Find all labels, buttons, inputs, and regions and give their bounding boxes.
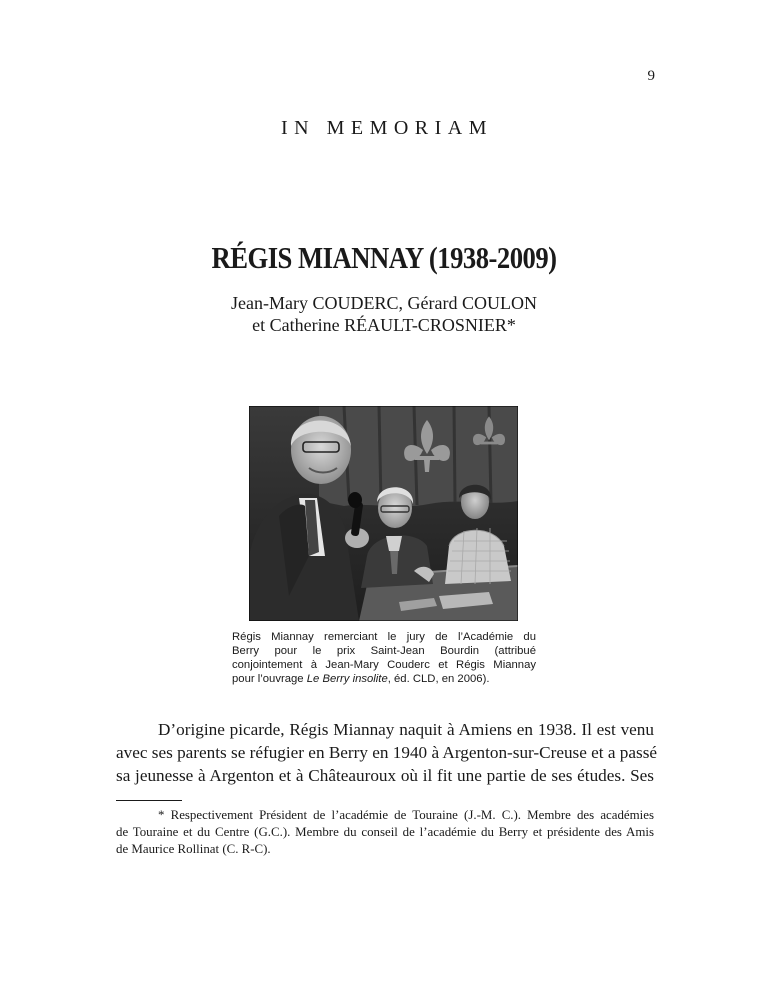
caption-line-4-before: pour l’ouvrage [232, 673, 307, 685]
body-line-1: D’origine picarde, Régis Miannay naquit à Amiens en 1938. Il est venu [158, 720, 654, 739]
caption-book-title: Le Berry insolite [306, 673, 388, 685]
photo-regis-miannay [249, 406, 518, 621]
footnote [116, 807, 654, 858]
page-number: 9 [647, 68, 655, 84]
body-paragraph [116, 718, 658, 787]
footnote-line-3: de Maurice Rollinat (C. R-C). [116, 842, 271, 856]
footnote-divider [116, 800, 182, 801]
photo-caption [232, 630, 536, 686]
photo-illustration [249, 406, 518, 621]
footnote-line-1: * Respectivement Président de l’académie de Touraine (J.-M. C.). Membre des académies [158, 808, 654, 822]
authors-line-2: et Catherine RÉAULT-CROSNIER* [252, 315, 516, 335]
authors-line-1: Jean-Mary COUDERC, Gérard COULON [231, 293, 537, 313]
caption-line-4-after: , éd. CLD, en 2006). [387, 673, 490, 685]
caption-line-1: Régis Miannay remerciant le jury de l’Académie du [232, 631, 536, 643]
caption-line-4 [232, 672, 536, 686]
article-title: RÉGIS MIANNAY (1938-2009) [211, 240, 557, 275]
footnote-line-2: de Touraine et du Centre (G.C.). Membre du conseil de l’académie du Berry et présidente des Amis [116, 825, 654, 839]
authors [0, 292, 768, 336]
section-heading: IN MEMORIAM [280, 117, 494, 139]
caption-line-2: Berry pour le prix Saint-Jean Bourdin (attribué [232, 645, 536, 657]
body-line-3: sa jeunesse à Argenton et à Châteauroux où il fit une partie de ses études. Ses [116, 766, 654, 785]
caption-line-3: conjointement à Jean-Mary Couderc et Régis Miannay [232, 659, 536, 671]
body-line-2: avec ses parents se réfugier en Berry en 1940 à Argenton-sur-Creuse et a passé [116, 743, 658, 762]
